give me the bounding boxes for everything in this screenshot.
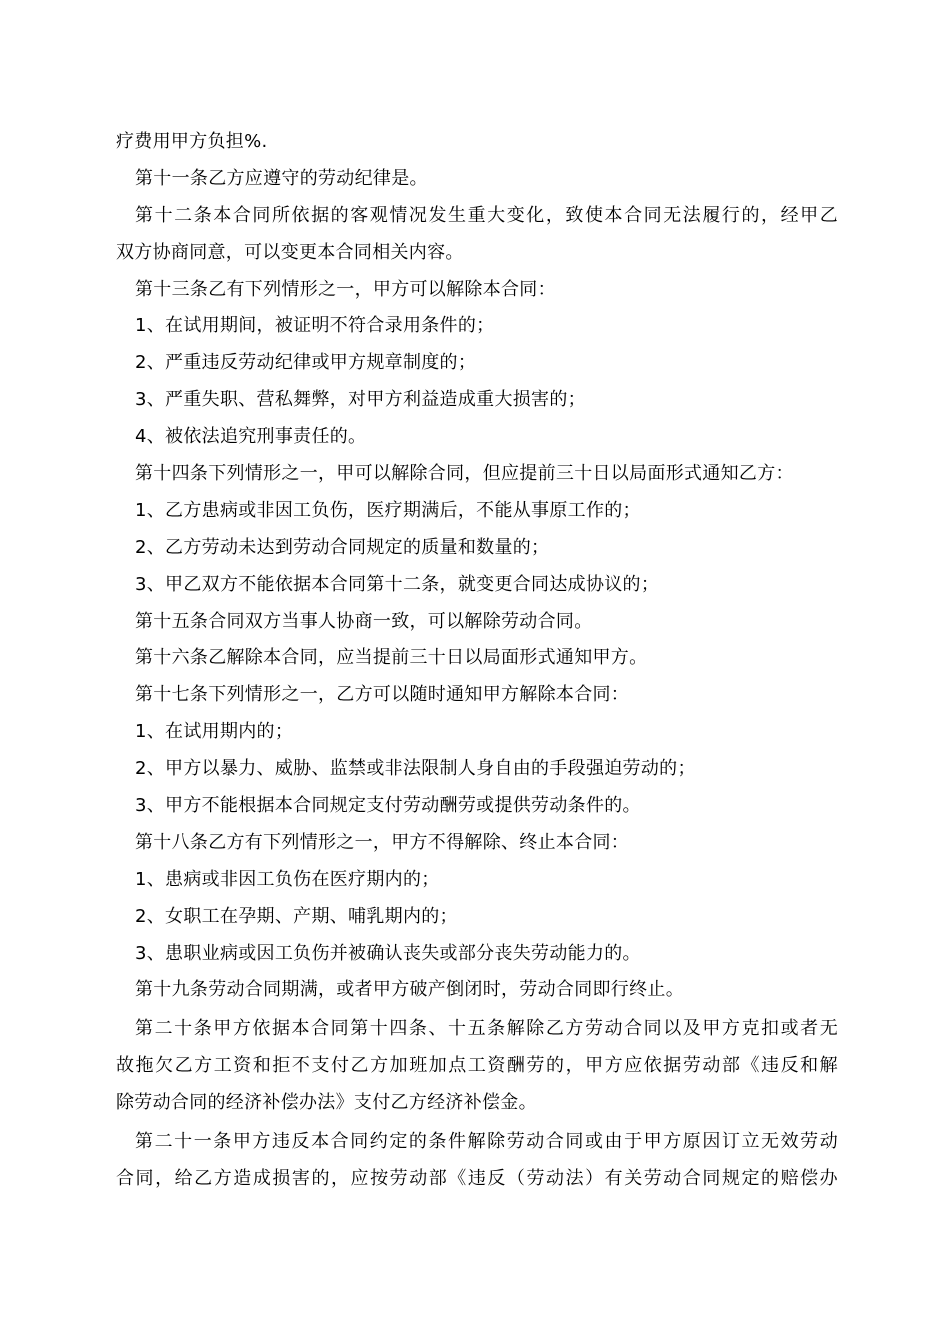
clause-18: 第十八条乙方有下列情形之一，甲方不得解除、终止本合同： bbox=[135, 831, 630, 853]
list-item: 1、在试用期内的； bbox=[135, 721, 294, 743]
text-line: 故拖欠乙方工资和拒不支付乙方加班加点工资酬劳的，甲方应依据劳动部《违反和解 bbox=[116, 1055, 838, 1077]
clause-16: 第十六条乙解除本合同，应当提前三十日以局面形式通知甲方。 bbox=[135, 647, 648, 669]
clause-20: 第二十条甲方依据本合同第十四条、十五条解除乙方劳动合同以及甲方克扣或者无 bbox=[135, 1018, 838, 1040]
text-line: 双方协商同意，可以变更本合同相关内容。 bbox=[116, 241, 464, 263]
clause-19: 第十九条劳动合同期满，或者甲方破产倒闭时，劳动合同即行终止。 bbox=[135, 979, 684, 1001]
list-item: 3、甲乙双方不能依据本合同第十二条，就变更合同达成协议的； bbox=[135, 573, 660, 595]
document-body bbox=[116, 124, 838, 1198]
clause-11: 第十一条乙方应遵守的劳动纪律是。 bbox=[135, 167, 428, 189]
text-line: 疗费用甲方负担%. bbox=[116, 131, 268, 152]
clause-13: 第十三条乙有下列情形之一，甲方可以解除本合同： bbox=[135, 278, 556, 300]
list-item: 1、患病或非因工负伤在医疗期内的； bbox=[135, 868, 440, 890]
list-item: 4、被依法追究刑事责任的。 bbox=[135, 426, 367, 448]
list-item: 2、严重违反劳动纪律或甲方规章制度的； bbox=[135, 352, 477, 374]
clause-21: 第二十一条甲方违反本合同约定的条件解除劳动合同或由于甲方原因订立无效劳动 bbox=[135, 1131, 838, 1153]
list-item: 3、甲方不能根据本合同规定支付劳动酬劳或提供劳动条件的。 bbox=[135, 795, 641, 817]
clause-17: 第十七条下列情形之一，乙方可以随时通知甲方解除本合同： bbox=[135, 684, 630, 706]
list-item: 2、女职工在孕期、产期、哺乳期内的； bbox=[135, 905, 458, 927]
clause-14: 第十四条下列情形之一，甲可以解除合同，但应提前三十日以局面形式通知乙方： bbox=[135, 463, 794, 485]
clause-12: 第十二条本合同所依据的客观情况发生重大变化，致使本合同无法履行的，经甲乙 bbox=[135, 204, 838, 226]
text-line: 合同，给乙方造成损害的，应按劳动部《违反（劳动法）有关劳动合同规定的赔偿办 bbox=[116, 1167, 838, 1189]
list-item: 3、患职业病或因工负伤并被确认丧失或部分丧失劳动能力的。 bbox=[135, 942, 641, 964]
list-item: 2、乙方劳动未达到劳动合同规定的质量和数量的； bbox=[135, 536, 550, 558]
list-item: 1、乙方患病或非因工负伤，医疗期满后，不能从事原工作的； bbox=[135, 499, 641, 521]
list-item: 2、甲方以暴力、威胁、监禁或非法限制人身自由的手段强迫劳动的； bbox=[135, 758, 696, 780]
list-item: 3、严重失职、营私舞弊，对甲方利益造成重大损害的； bbox=[135, 389, 586, 411]
list-item: 1、在试用期间，被证明不符合录用条件的； bbox=[135, 315, 495, 337]
clause-15: 第十五条合同双方当事人协商一致，可以解除劳动合同。 bbox=[135, 610, 593, 632]
text-line: 除劳动合同的经济补偿办法》支付乙方经济补偿金。 bbox=[116, 1092, 537, 1114]
